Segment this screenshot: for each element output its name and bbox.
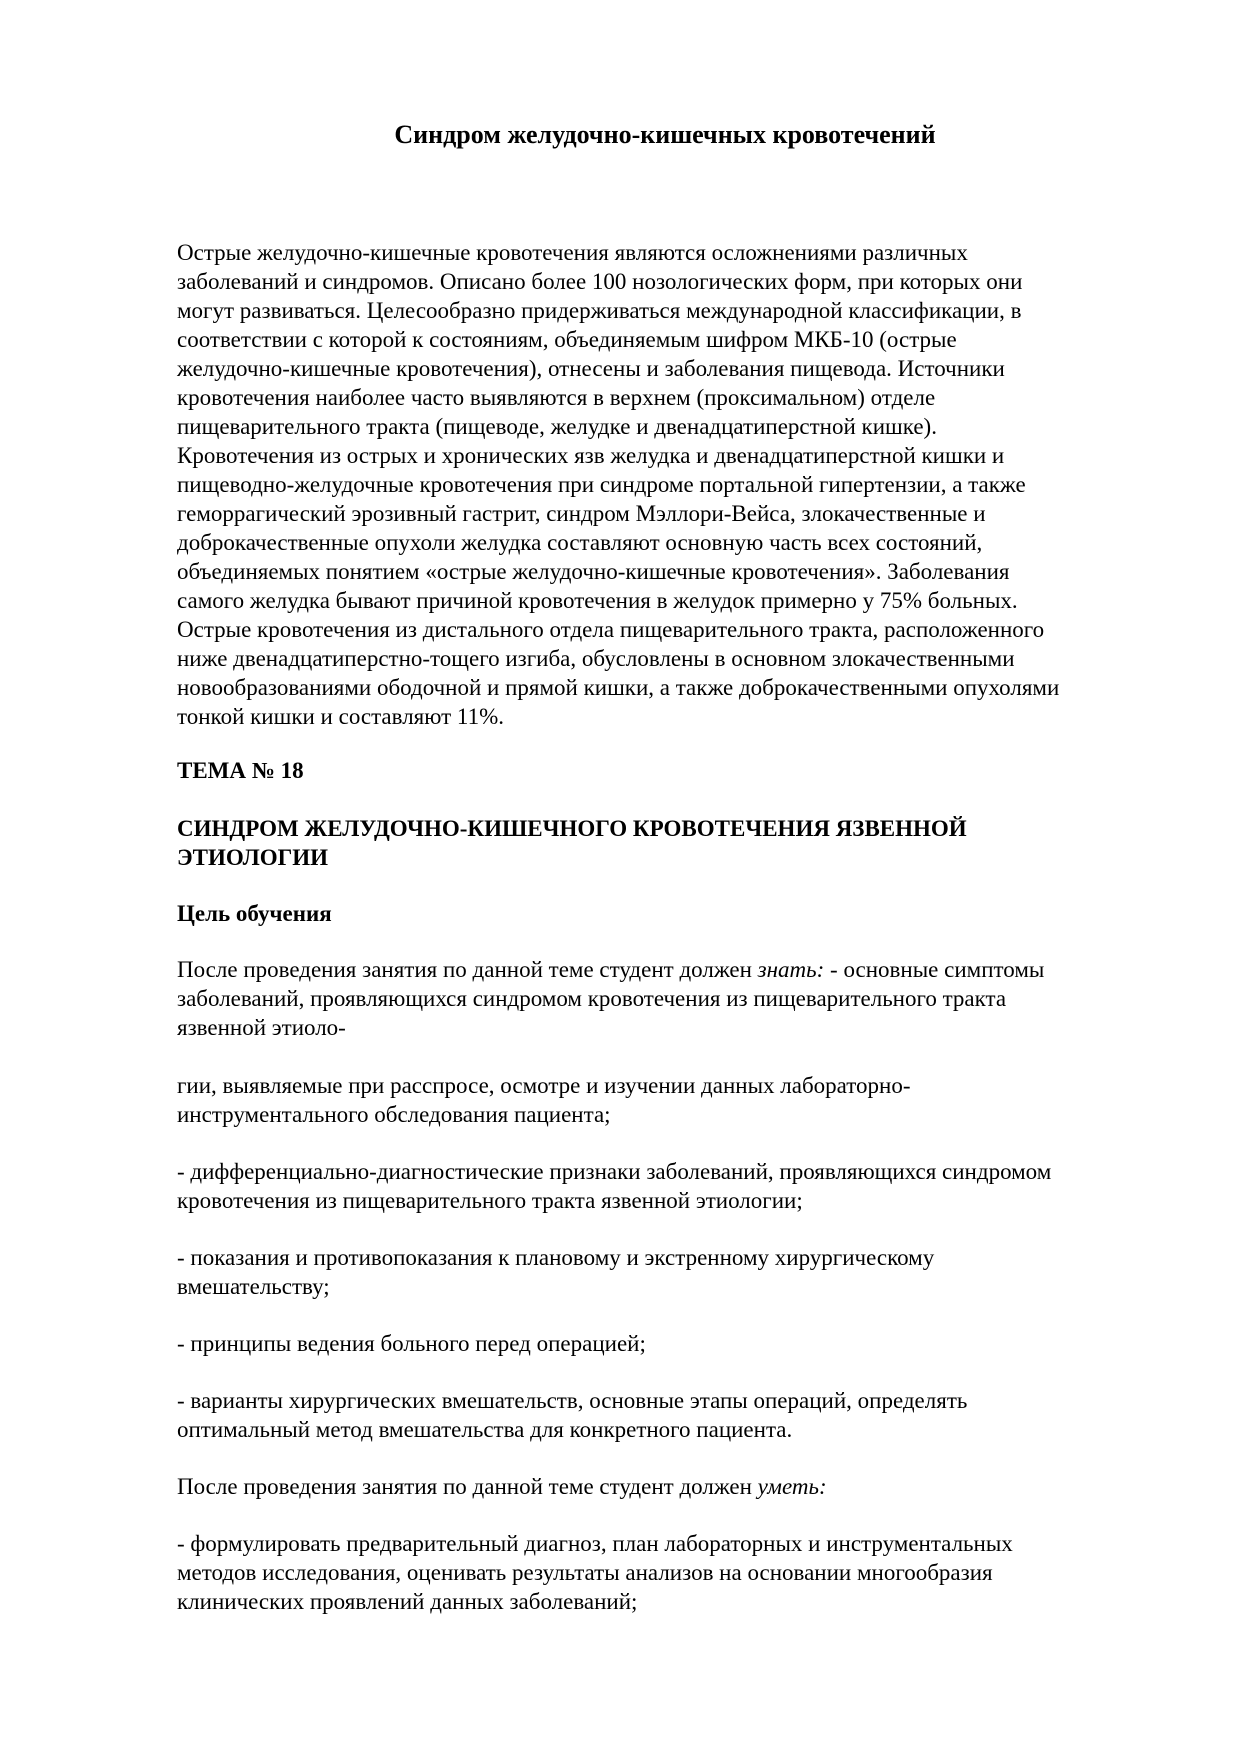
principles-line: - принципы ведения больного перед операцией; [177,1331,646,1356]
intro-line: могут развиваться. Целесообразно придерживаться международной классификации, в [177,298,1022,323]
know-word: знать: [757,957,825,982]
intro-line: Острые кровотечения из дистального отдела пищеварительного тракта, расположенного [177,617,1045,642]
intro-line: заболеваний и синдромов. Описано более 100 нозологических форм, при которых они [177,269,1023,294]
intro-line: желудочно-кишечные кровотечения), отнесены и заболевания пищевода. Источники [177,356,1005,381]
intro-line: кровотечения наиболее часто выявляются в верхнем (проксимальном) отделе [177,385,936,410]
know-first-line [177,955,1157,984]
intro-line: Кровотечения из острых и хронических язв желудка и двенадцатиперстной кишки и [177,443,1005,468]
indications-line: - показания и противопоказания к плановому и экстренному хирургическому [177,1245,935,1270]
goal-heading-text: Цель обучения [177,901,332,926]
intro-line: соответствии с которой к состояниям, объединяемым шифром МКБ-10 (острые [177,327,957,352]
know-paragraph [177,955,1157,1042]
intro-paragraph [177,238,1157,731]
intro-line: новообразованиями ободочной и прямой кишки, а также доброкачественными опухолями [177,675,1060,700]
know-line: заболеваний, проявляющихся синдромом кровотечения из пищеварительного тракта [177,986,1007,1011]
can-intro-text: После проведения занятия по данной теме студент должен [177,1474,758,1499]
know-continuation-line: гии, выявляемые при расспросе, осмотре и изучении данных лабораторно- [177,1073,911,1098]
intro-line: пищеварительного тракта (пищеводе, желудке и двенадцатиперстной кишке). [177,414,937,439]
goal-heading [177,899,1157,928]
formulate-line: - формулировать предварительный диагноз, план лабораторных и инструментальных [177,1531,1013,1556]
variants-line: - варианты хирургических вмешательств, основные этапы операций, определять [177,1388,968,1413]
know-line: язвенной этиоло- [177,1015,346,1040]
intro-line: доброкачественные опухоли желудка составляют основную часть всех состояний, [177,530,983,555]
section-heading-line: ЭТИОЛОГИИ [177,845,329,870]
know-continuation-paragraph [177,1071,1157,1129]
diff-signs-line: кровотечения из пищеварительного тракта язвенной этиологии; [177,1188,803,1213]
can-paragraph [177,1472,1157,1501]
intro-line: геморрагический эрозивный гастрит, синдром Мэллори-Вейса, злокачественные и [177,501,986,526]
can-word: уметь: [757,1474,827,1499]
diff-signs-item [177,1157,1157,1215]
indications-item [177,1243,1157,1301]
diff-signs-line: - дифференциально-диагностические признаки заболеваний, проявляющихся синдромом [177,1159,1052,1184]
section-heading-line: СИНДРОМ ЖЕЛУДОЧНО-КИШЕЧНОГО КРОВОТЕЧЕНИЯ ЯЗВЕННОЙ [177,816,967,841]
intro-line: самого желудка бывают причиной кровотечения в желудок примерно у 75% больных. [177,588,1018,613]
intro-line: Острые желудочно-кишечные кровотечения являются осложнениями различных [177,240,968,265]
intro-line: пищеводно-желудочные кровотечения при синдроме портальной гипертензии, а также [177,472,1026,497]
indications-line: вмешательству; [177,1274,330,1299]
know-intro-text: После проведения занятия по данной теме студент должен [177,957,758,982]
know-rest-text: - основные симптомы [824,957,1045,982]
variants-line: оптимальный метод вмешательства для конкретного пациента. [177,1417,793,1442]
intro-line: объединяемых понятием «острые желудочно-кишечные кровотечения». Заболевания [177,559,1010,584]
can-line [177,1472,1157,1501]
variants-item [177,1386,1157,1444]
formulate-line: клинических проявлений данных заболеваний; [177,1589,638,1614]
topic-number [177,756,1157,785]
section-heading [177,814,1157,872]
intro-line: тонкой кишки и составляют 11%. [177,704,504,729]
know-continuation-line: инструментального обследования пациента; [177,1102,611,1127]
formulate-item [177,1529,1157,1616]
intro-line: ниже двенадцатиперстно-тощего изгиба, обусловлены в основном злокачественными [177,646,1015,671]
topic-number-text: ТЕМА № 18 [177,758,304,783]
formulate-line: методов исследования, оценивать результаты анализов на основании многообразия [177,1560,993,1585]
principles-item [177,1329,1157,1358]
document-title: Синдром желудочно-кишечных кровотечений [394,120,936,149]
